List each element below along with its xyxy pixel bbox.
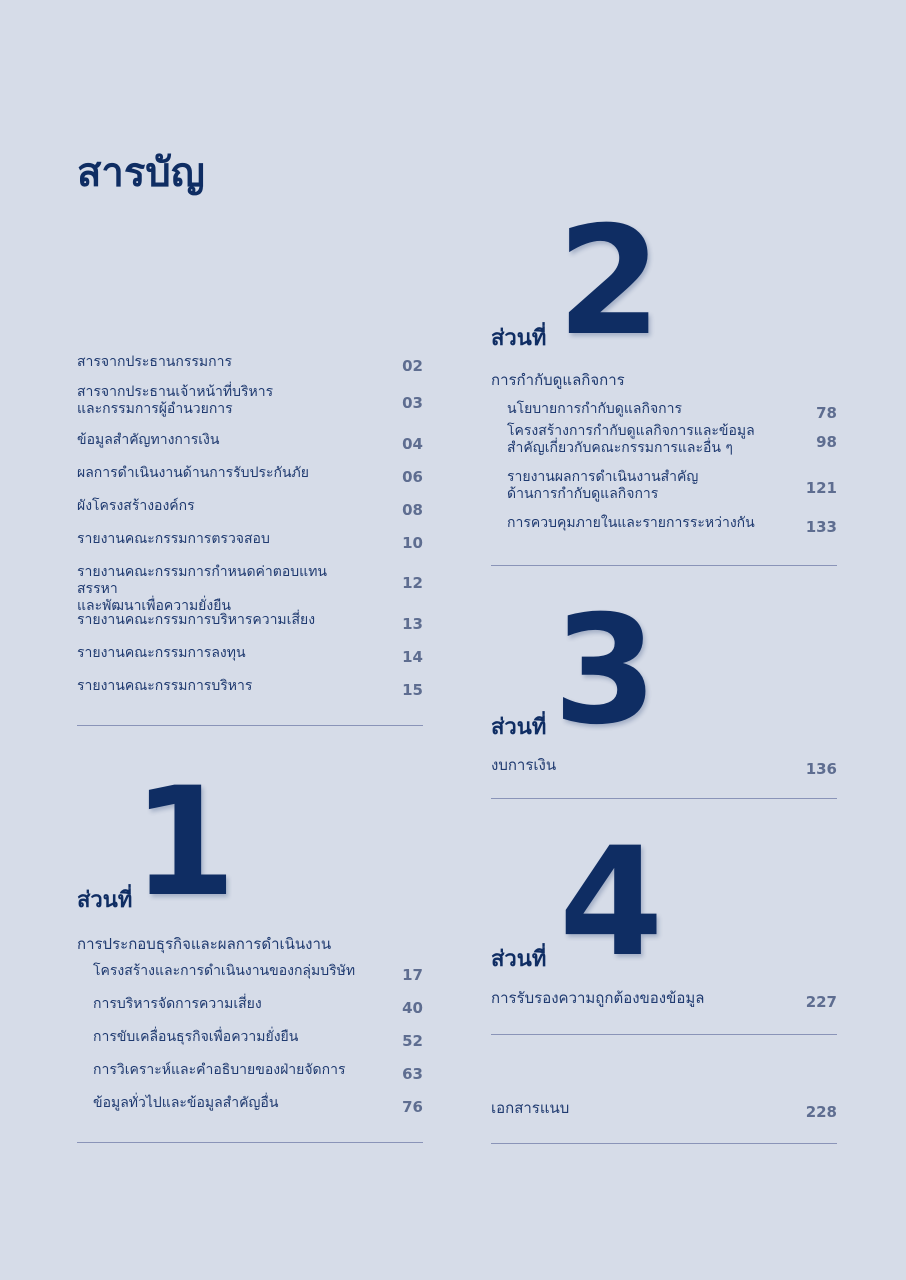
toc-entry-label: สารจากประธานเจ้าหน้าที่บริหาร และกรรมการผู้อำนวยการ (77, 384, 274, 417)
divider (491, 1143, 837, 1144)
part2-toc (491, 401, 837, 545)
toc-entry-page: 02 (402, 357, 423, 375)
toc-entry-page: 40 (402, 999, 423, 1017)
part4-number: 4 (559, 816, 664, 990)
toc-entry-page: 76 (402, 1098, 423, 1116)
part1-title[interactable]: การประกอบธุรกิจและผลการดำเนินงาน (77, 935, 332, 953)
toc-entry[interactable] (77, 1029, 423, 1062)
toc-entry-label: รายงานคณะกรรมการบริหาร (77, 678, 253, 694)
toc-entry-page: 08 (402, 501, 423, 519)
toc-entry[interactable] (77, 384, 423, 432)
appendix-label: เอกสารแนบ (491, 1099, 570, 1117)
part3-number: 3 (553, 584, 658, 758)
toc-entry-label: รายงานคณะกรรมการลงทุน (77, 645, 246, 661)
toc-entry-page: 15 (402, 681, 423, 699)
toc-entry[interactable] (77, 996, 423, 1029)
toc-entry-page: 63 (402, 1065, 423, 1083)
part1-word: ส่วนที่ (77, 888, 133, 913)
toc-entry-page: 121 (805, 479, 837, 497)
toc-entry-label: โครงสร้างและการดำเนินงานของกลุ่มบริษัท (93, 963, 356, 979)
toc-entry[interactable] (77, 564, 423, 612)
toc-entry-label: โครงสร้างการกำกับดูแลกิจการและข้อมูล สำคัญเกี่ยวกับคณะกรรมการและอื่น ๆ (507, 423, 755, 456)
toc-entry-page: 12 (402, 574, 423, 592)
toc-entry-label: การขับเคลื่อนธุรกิจเพื่อความยั่งยืน (93, 1029, 299, 1045)
part1-toc (77, 963, 423, 1128)
intro-toc (77, 354, 423, 711)
toc-entry[interactable] (77, 531, 423, 564)
toc-entry-page: 13 (402, 615, 423, 633)
divider (491, 798, 837, 799)
toc-entry-label: การควบคุมภายในและรายการระหว่างกัน (507, 515, 755, 531)
toc-entry[interactable] (77, 354, 423, 384)
toc-entry-page: 52 (402, 1032, 423, 1050)
part3-page: 136 (805, 760, 837, 778)
toc-entry[interactable] (77, 612, 423, 645)
toc-entry-page: 14 (402, 648, 423, 666)
toc-entry[interactable] (77, 963, 423, 996)
toc-entry[interactable] (77, 1062, 423, 1095)
toc-entry[interactable] (491, 423, 837, 469)
toc-entry-page: 03 (402, 394, 423, 412)
toc-entry-label: ข้อมูลสำคัญทางการเงิน (77, 432, 220, 448)
divider (77, 725, 423, 726)
toc-entry[interactable] (77, 498, 423, 531)
divider (491, 565, 837, 566)
toc-entry-page: 04 (402, 435, 423, 453)
toc-entry-page: 78 (816, 404, 837, 422)
part1-number: 1 (132, 756, 237, 930)
part3-title: งบการเงิน (491, 756, 557, 774)
toc-entry-page: 10 (402, 534, 423, 552)
toc-entry-label: การวิเคราะห์และคำอธิบายของฝ่ายจัดการ (93, 1062, 346, 1078)
part2-title[interactable]: การกำกับดูแลกิจการ (491, 371, 625, 389)
part4-word: ส่วนที่ (491, 947, 547, 972)
appendix-toc-row[interactable] (491, 1099, 837, 1121)
toc-entry[interactable] (77, 678, 423, 711)
toc-entry-label: รายงานคณะกรรมการบริหารความเสี่ยง (77, 612, 316, 628)
toc-entry-page: 06 (402, 468, 423, 486)
toc-entry-label: ผลการดำเนินงานด้านการรับประกันภัย (77, 465, 309, 481)
part3-word: ส่วนที่ (491, 715, 547, 740)
toc-entry-label: สารจากประธานกรรมการ (77, 354, 232, 370)
toc-entry-label: รายงานผลการดำเนินงานสำคัญ ด้านการกำกับดูแลกิจการ (507, 469, 699, 502)
part3-toc-row[interactable] (491, 756, 837, 778)
toc-entry[interactable] (77, 465, 423, 498)
divider (491, 1034, 837, 1035)
part4-title: การรับรองความถูกต้องของข้อมูล (491, 989, 705, 1007)
toc-entry-page: 17 (402, 966, 423, 984)
toc-entry[interactable] (77, 1095, 423, 1128)
toc-entry-label: รายงานคณะกรรมการกำหนดค่าตอบแทน สรรหา และพัฒนาเพื่อความยั่งยืน (77, 564, 327, 614)
toc-entry[interactable] (491, 469, 837, 515)
toc-entry-label: รายงานคณะกรรมการตรวจสอบ (77, 531, 270, 547)
toc-entry-label: ข้อมูลทั่วไปและข้อมูลสำคัญอื่น (93, 1095, 279, 1111)
toc-entry-page: 98 (816, 433, 837, 451)
part2-word: ส่วนที่ (491, 326, 547, 351)
toc-entry-label: การบริหารจัดการความเสี่ยง (93, 996, 262, 1012)
toc-entry-page: 133 (805, 518, 837, 536)
toc-entry[interactable] (77, 645, 423, 678)
toc-entry[interactable] (491, 401, 837, 423)
part4-toc-row[interactable] (491, 989, 837, 1011)
toc-entry[interactable] (491, 515, 837, 545)
part2-number: 2 (557, 195, 662, 369)
toc-entry-label: ผังโครงสร้างองค์กร (77, 498, 195, 514)
part4-page: 227 (805, 993, 837, 1011)
appendix-page: 228 (805, 1103, 837, 1121)
toc-entry-label: นโยบายการกำกับดูแลกิจการ (507, 401, 683, 417)
toc-entry[interactable] (77, 432, 423, 465)
page-title: สารบัญ (77, 150, 205, 196)
divider (77, 1142, 423, 1143)
